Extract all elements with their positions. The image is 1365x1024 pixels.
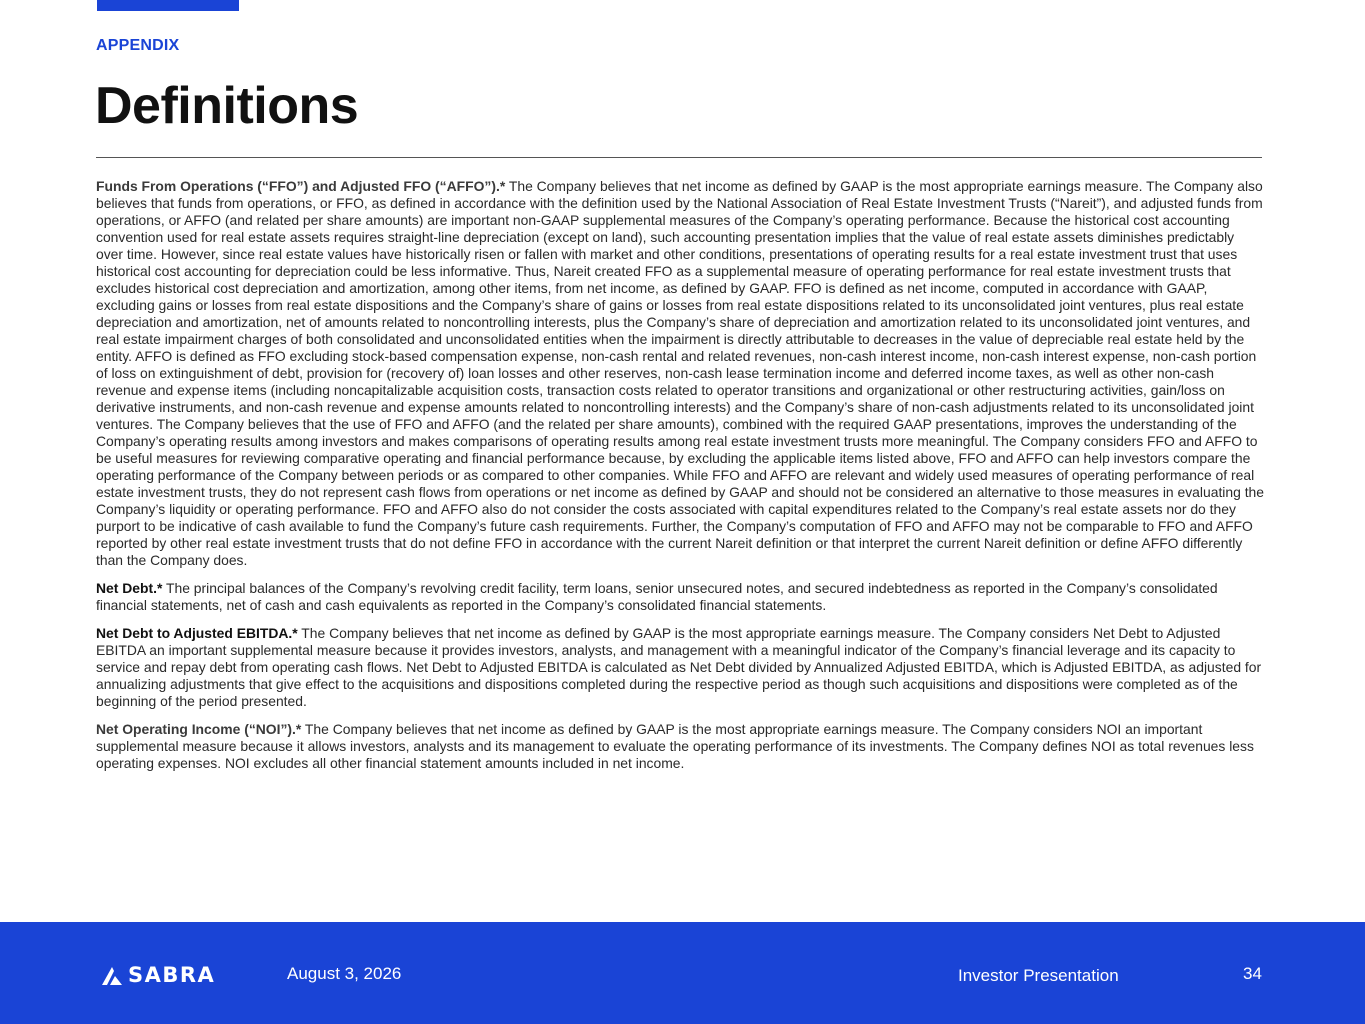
definition-text: The Company believes that net income as defined by GAAP is the most appropriate earnings measure. The Company also believes that funds from operations, or FFO, as defined in accordance with the definition used by the National Association of Real Estate Investment Trusts (“Nareit”), and adjusted funds from operations, or AFFO (and related per share amounts) are important non-GAAP supplemental measures of the Company’s operating performance. Because the historical cost accounting convention used for real estate assets requires straight-line depreciation (except on land), such accounting presentation implies that the value of real estate assets diminishes predictably over time. However, since real estate values have historically risen or fallen with market and other conditions, presentations of operating results for a real estate investment trust that uses historical cost accounting for depreciation could be less informative. Thus, Nareit created FFO as a supplemental measure of operating performance for real estate investment trusts that excludes historical cost depreciation and amortization, among other items, from net income, as defined by GAAP. FFO is defined as net income, computed in accordance with GAAP, excluding gains or losses from real estate dispositions and the Company’s share of gains or losses from real estate dispositions related to its unconsolidated joint ventures, plus real estate depreciation and amortization, net of amounts related to noncontrolling interests, plus the Company’s share of depreciation and amortization related to its unconsolidated joint ventures, and real estate impairment charges of both consolidated and unconsolidated entities when the impairment is directly attributable to decreases in the value of depreciable real estate held by the entity. AFFO is defined as FFO excluding stock-based compensation expense, non-cash rental and related revenues, non-cash interest income, non-cash interest expense, non-cash portion of loss on extinguishment of debt, provision for (recovery of) loan losses and other reserves, non-cash lease termination income and deferred income taxes, as well as other non-cash revenue and expense items (including noncapitalizable acquisition costs, transaction costs related to operator transitions and organizational or other restructuring activities, gain/loss on derivative instruments, and non-cash revenue and expense amounts related to noncontrolling interests) and the Company’s share of non-cash adjustments related to its unconsolidated joint ventures. The Company believes that the use of FFO and AFFO (and the related per share amounts), combined with the required GAAP presentations, improves the understanding of the Company’s operating results among investors and makes comparisons of operating results among real estate investment trusts more meaningful. The Company considers FFO and AFFO to be useful measures for reviewing comparative operating and financial performance because, by excluding the applicable items listed above, FFO and AFFO can help investors compare the operating performance of the Company between periods or as compared to other companies. While FFO and AFFO are relevant and widely used measures of operating performance of real estate investment trusts, they do not represent cash flows from operations or net income as defined by GAAP and should not be considered an alternative to those measures in evaluating the Company’s liquidity or operating performance. FFO and AFFO also do not consider the costs associated with capital expenditures related to the Company’s real estate assets nor do they purport to be indicative of cash available to fund the Company’s future cash requirements. Further, the Company’s computation of FFO and AFFO may not be comparable to FFO and AFFO reported by other real estate investment trusts that do not define FFO in accordance with the current Nareit definition or that interpret the current Nareit definition or define AFFO differently than the Company does. bbox=[96, 178, 1265, 568]
logo-wordmark: SABRA bbox=[128, 963, 216, 987]
section-label: APPENDIX bbox=[96, 37, 180, 54]
page-title: Definitions bbox=[95, 77, 359, 135]
title-divider bbox=[96, 157, 1262, 158]
page-number: 34 bbox=[1243, 964, 1262, 983]
top-accent-bar bbox=[97, 0, 239, 11]
definition-term: Funds From Operations (“FFO”) and Adjusted FFO (“AFFO”).* bbox=[96, 178, 506, 194]
footer-date: August 3, 2026 bbox=[287, 964, 402, 983]
footer-presentation-title: Investor Presentation bbox=[958, 966, 1119, 985]
definition-noi bbox=[96, 721, 1264, 772]
definition-text: The principal balances of the Company’s revolving credit facility, term loans, senior unsecured notes, and secured indebtedness as reported in the Company’s consolidated financial statements, net of cash and cash equivalents as reported in the Company’s consolidated financial statements. bbox=[96, 580, 1218, 613]
definition-text: The Company believes that net income as defined by GAAP is the most appropriate earnings measure. The Company considers NOI an important supplemental measure because it allows investors, analysts and its management to evaluate the operating performance of its investments. The Company defines NOI as total revenues less operating expenses. NOI excludes all other financial statement amounts included in net income. bbox=[96, 721, 1254, 771]
definition-net-debt-to-ebitda bbox=[96, 625, 1264, 710]
footer-bar bbox=[0, 922, 1365, 1024]
definition-net-debt bbox=[96, 580, 1264, 614]
sabra-mark-icon bbox=[100, 963, 124, 987]
definition-term: Net Debt to Adjusted EBITDA.* bbox=[96, 625, 298, 641]
sabra-logo bbox=[100, 961, 215, 989]
definitions-body bbox=[96, 178, 1264, 783]
definition-ffo-affo bbox=[96, 178, 1264, 569]
definition-text: The Company believes that net income as defined by GAAP is the most appropriate earnings measure. The Company considers Net Debt to Adjusted EBITDA an important supplemental measure because it provides investors, analysts, and management with a meaningful indicator of the Company’s financial leverage and its capacity to service and repay debt from operating cash flows. Net Debt to Adjusted EBITDA is calculated as Net Debt divided by Annualized Adjusted EBITDA, which is Adjusted EBITDA, as adjusted for annualizing adjustments that give effect to the acquisitions and dispositions completed during the respective period as though such acquisitions and dispositions were completed as of the beginning of the period presented. bbox=[96, 625, 1262, 709]
definition-term: Net Debt.* bbox=[96, 580, 163, 596]
definition-term: Net Operating Income (“NOI”).* bbox=[96, 721, 302, 737]
